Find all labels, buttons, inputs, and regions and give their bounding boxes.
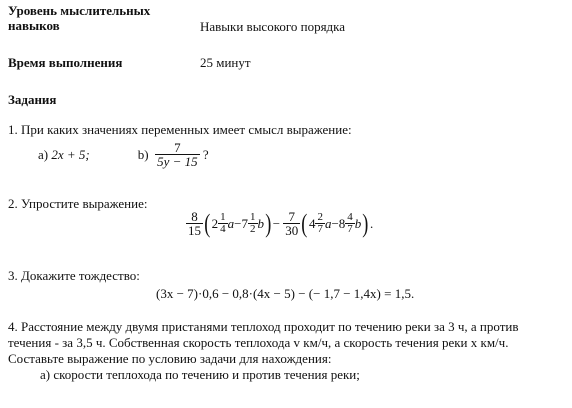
task4-line4: а) скорости теплохода по течению и против течения реки; [40, 367, 360, 382]
task2-t1-frac [218, 212, 228, 235]
task2-t3-num: 2 [317, 211, 323, 223]
tasks-heading: Задания [8, 92, 57, 107]
task2-t3-op: −8 [331, 215, 346, 231]
time-label: Время выполнения [8, 55, 123, 70]
task1-a-prefix: а) [38, 146, 49, 162]
task2-f2 [283, 210, 300, 237]
level-label-line2: навыков [8, 18, 60, 33]
task2-t2-num: 1 [250, 211, 256, 223]
task2-text: 2. Упростите выражение: [8, 196, 148, 211]
task2-f1 [186, 210, 203, 237]
task2-t4-var: b [354, 215, 362, 231]
task2-t1-var: a [227, 215, 235, 231]
task2-f2-den: 30 [285, 223, 299, 238]
task2-t4-frac [345, 212, 355, 235]
task2-t1-op: −7 [234, 215, 249, 231]
task1-text: 1. При каких значениях переменных имеет смысл выражение: [8, 122, 352, 137]
task2-paren-close-1: ) [265, 208, 272, 238]
task1-a-expr: 2x + 5; [51, 146, 90, 162]
task2-t2-den: 2 [250, 223, 256, 235]
task4-line1: 4. Расстояние между двумя пристанями теплоход проходит по течению реки за 3 ч, а против [8, 319, 519, 334]
task2-t2-frac [248, 212, 258, 235]
task2-end: . [369, 215, 374, 231]
task2-t1-den: 4 [220, 223, 226, 235]
level-label [8, 3, 150, 33]
task2-t3-frac [315, 212, 325, 235]
task1-b-fraction [155, 141, 200, 168]
task1-b-num: 7 [155, 141, 200, 155]
task2-t3-var: a [324, 215, 332, 231]
task2-paren-open-1: ( [204, 208, 211, 238]
task2-t1-whole: 2 [211, 215, 219, 231]
task2-t4-den: 7 [347, 223, 353, 235]
task2-t3-whole: 4 [308, 215, 316, 231]
level-value: Навыки высокого порядка [200, 19, 346, 34]
task2-f1-num: 8 [186, 210, 203, 224]
task4-block [8, 319, 519, 383]
task4-line2: течения - за 3,5 ч. Собственная скорость теплохода v км/ч, а скорость течения реки x км/ч. [8, 335, 509, 350]
task1-b-den: 5y − 15 [157, 154, 198, 169]
task4-line3: Составьте выражение по условию задачи для нахождения: [8, 351, 332, 366]
task2-f2-num: 7 [283, 210, 300, 224]
task2-t4-num: 4 [347, 211, 353, 223]
task1-b-end: ? [202, 146, 209, 162]
task1-options [38, 141, 209, 168]
task1-b-prefix: b) [137, 146, 149, 162]
task2-paren-close-2: ) [362, 208, 369, 238]
task2-t1-num: 1 [220, 211, 226, 223]
task2-paren-open-2: ( [301, 208, 308, 238]
level-label-line1: Уровень мыслительных [8, 3, 151, 18]
task2-t2-var: b [257, 215, 265, 231]
task3-text: 3. Докажите тождество: [8, 268, 140, 283]
task3-expr: (3x − 7)·0,6 − 0,8·(4x − 5) − (− 1,7 − 1,4x) = 1,5. [156, 286, 415, 301]
task2-t3-den: 7 [317, 223, 323, 235]
task2-mid-op: − [272, 215, 281, 231]
task2-f1-den: 15 [188, 223, 201, 238]
task2-expression [186, 210, 373, 237]
time-value: 25 минут [200, 55, 251, 70]
